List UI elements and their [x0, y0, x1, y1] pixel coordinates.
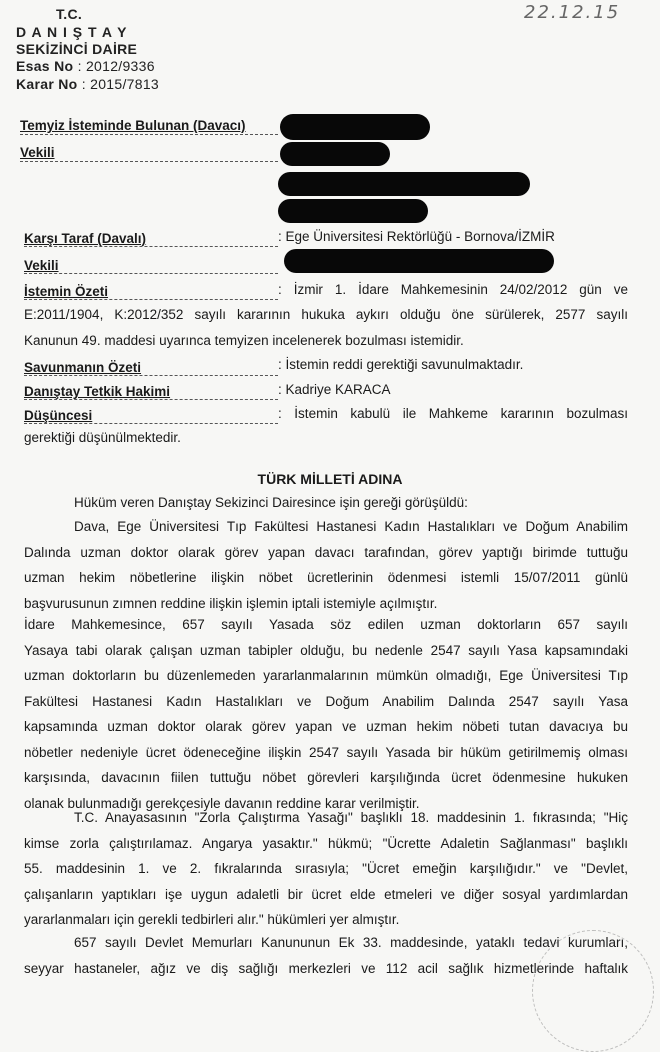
esas-value: : 2012/9336 — [77, 58, 155, 74]
handwritten-date: 22.12.15 — [524, 2, 621, 23]
karar-value: : 2015/7813 — [81, 76, 159, 92]
paragraph-4 — [24, 805, 628, 933]
paragraph-4-line: çalışanların yaptıkları işe uygun adaletli bir ücret elde etmeleri ve diğer sosyal yardımlardan — [24, 886, 628, 902]
defense-underline — [24, 375, 278, 376]
body-heading: TÜRK MİLLETİ ADINA — [257, 471, 403, 487]
paragraph-3-line: uzman doktorların bu düzenlemeden yararlanmalarının mümkün olmadığı, Ege Üniversitesi Tıp — [24, 668, 628, 683]
opinion-line-2: gerektiği düşünülmektedir. — [24, 430, 181, 445]
request-line-3: Kanunun 49. maddesi uyarınca temyizen incelenerek bozulması istemidir. — [24, 333, 464, 348]
paragraph-1: Hüküm veren Danıştay Sekizinci Dairesince işin gereği görüşüldü: — [74, 495, 468, 510]
judge-label: Danıştay Tetkik Hakimi — [24, 384, 171, 399]
request-underline — [24, 299, 278, 300]
appellant-redaction — [280, 114, 430, 140]
respondent-counsel-underline — [24, 273, 278, 274]
paragraph-3-line: karşısında, davacının fiilen tuttuğu nöbet görevleri karşılığında ücret ödenmesine hukuken — [24, 770, 628, 785]
karar-label: Karar No — [16, 76, 78, 92]
court-name: D A N I Ş T A Y — [16, 24, 128, 40]
paragraph-5-line: seyyar hastaneler, ağız ve diş sağlığı merkezleri ve 112 acil sağlık hizmetlerinde haftalık — [24, 960, 628, 976]
request-label: İstemin Özeti — [24, 284, 109, 299]
chamber-name: SEKİZİNCİ DAİRE — [16, 41, 138, 57]
judge-value: : Kadriye KARACA — [278, 382, 391, 397]
paragraph-3-line: Fakültesi Hastanesi Kadın Hastalıkları ve Doğum Anabilim Dalında 2547 sayılı Yasa — [24, 693, 628, 709]
opinion-line-1: : İstemin kabulü ile Mahkeme kararının bozulması — [278, 406, 628, 421]
paragraph-4-line: 55. maddesinin 1. ve 2. fıkralarında sırasıyla; "Ücret emeğin karşılığıdır." ve "Devlet, — [24, 861, 628, 876]
esas-label: Esas No — [16, 58, 74, 74]
paragraph-2-line: başvurusunun zımnen reddine ilişkin işlemin iptali istemiyle açılmıştır. — [24, 595, 438, 611]
paragraph-2-line: Dava, Ege Üniversitesi Tıp Fakültesi Hastanesi Kadın Hastalıkları ve Doğum Anabilim — [74, 519, 628, 534]
counsel-underline — [20, 161, 278, 162]
official-stamp — [532, 930, 654, 1052]
appellant-label: Temyiz İsteminde Bulunan (Davacı) — [20, 118, 246, 133]
paragraph-3-line: Yasaya tabi olarak çalışan uzman tabipler olduğu, bu nedenle 2547 sayılı Yasa kapsamındaki — [24, 642, 628, 658]
opinion-underline — [24, 423, 278, 424]
paragraph-2 — [24, 514, 628, 616]
counsel-label: Vekili — [20, 145, 55, 160]
paragraph-2-line: Dalında uzman doktor olarak görev yapan davacı tarafından, görev yaptığı birimde tuttuğu — [24, 544, 628, 560]
respondent-value: : Ege Üniversitesi Rektörlüğü - Bornova/İZMİR — [278, 229, 555, 244]
respondent-label: Karşı Taraf (Davalı) — [24, 231, 147, 246]
defense-label: Savunmanın Özeti — [24, 360, 142, 375]
paragraph-3-line: olanak bulunmadığı gerekçesiyle davanın reddine karar verilmiştir. — [24, 795, 420, 811]
request-line-1: : İzmir 1. İdare Mahkemesinin 24/02/2012 gün ve — [278, 282, 628, 297]
paragraph-5-line: 657 sayılı Devlet Memurları Kanununun Ek 33. maddesinde, yataklı tedavi kurumları, — [74, 935, 628, 950]
opinion-label: Düşüncesi — [24, 408, 93, 423]
paragraph-3-line: kapsamında uzman doktor olarak görev yapan ve uzman hekim nöbeti tutan davacıya bu — [24, 719, 628, 734]
karar-number — [16, 76, 159, 92]
request-line-2: E:2011/1904, K:2012/352 sayılı kararının hukuka aykırı olduğu öne sürülerek, 2577 sayılı — [24, 307, 628, 322]
paragraph-4-line: kimse zorla çalıştırılamaz. Angarya yasaktır." hükmü; "Ücrette Adaletin Sağlanması" başlıklı — [24, 835, 628, 851]
counsel-redaction-2 — [278, 172, 530, 196]
paragraph-2-line: uzman hekim nöbetlerine ilişkin nöbet ücretlerinin ödenmesi istemli 15/07/2011 günlü — [24, 570, 628, 585]
defense-value: : İstemin reddi gerektiği savunulmaktadır. — [278, 357, 524, 372]
paragraph-3 — [24, 612, 628, 816]
paragraph-3-line: İdare Mahkemesince, 657 sayılı Yasada söz edilen uzman doktorların 657 sayılı — [24, 617, 628, 632]
respondent-counsel-redaction — [284, 249, 554, 273]
judge-underline — [24, 399, 278, 400]
paragraph-3-line: nöbetler nedeniyle ücret ödeneceğine ilişkin 2547 sayılı Yasada bir hüküm getirilmemiş olması — [24, 744, 628, 760]
counsel-redaction-3 — [278, 199, 428, 223]
paragraph-4-line: yararlanmaları için gerekli tedbirleri alır." hükümleri yer almıştır. — [24, 912, 400, 927]
tc-label: T.C. — [56, 6, 83, 22]
respondent-counsel-label: Vekili — [24, 258, 59, 273]
counsel-redaction-1 — [280, 142, 390, 166]
respondent-underline — [24, 246, 278, 247]
paragraph-4-line: T.C. Anayasasının "Zorla Çalıştırma Yasağı" başlıklı 18. maddesinin 1. fıkrasında; "Hiç — [74, 810, 628, 825]
esas-number — [16, 58, 155, 74]
appellant-underline — [20, 134, 278, 135]
